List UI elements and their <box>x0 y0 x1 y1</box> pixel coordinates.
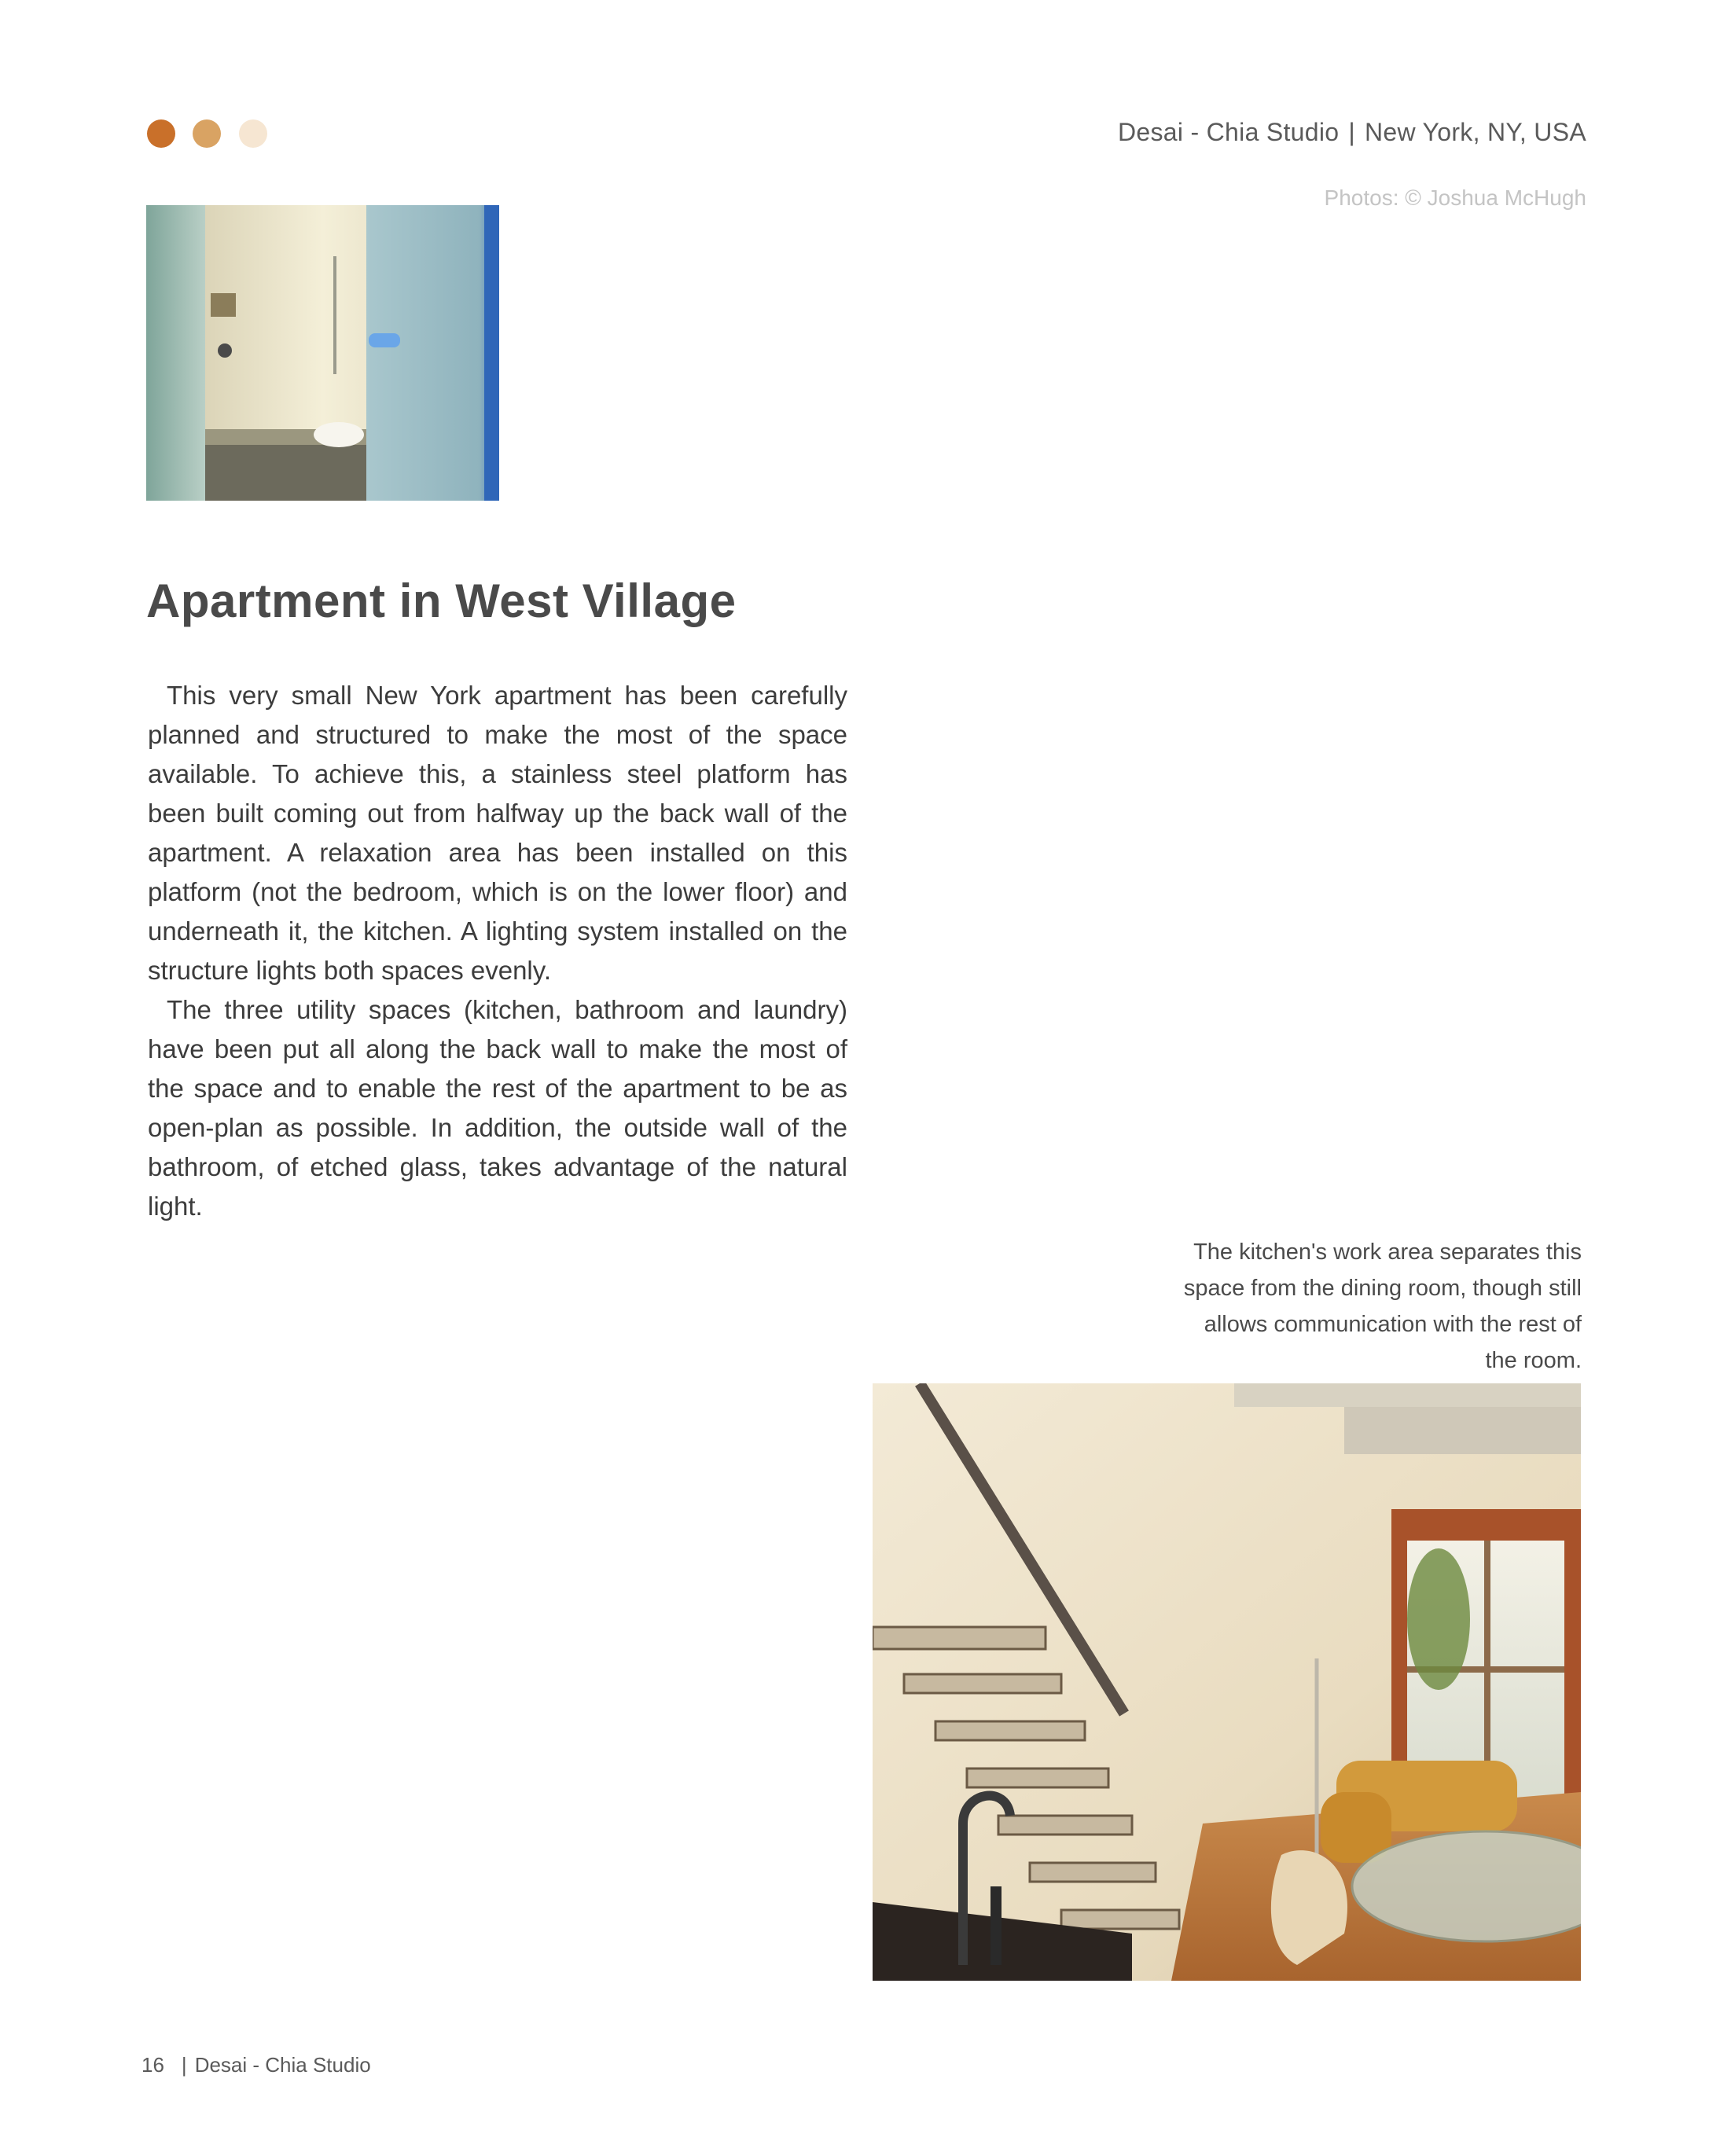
article-title: Apartment in West Village <box>146 575 737 627</box>
decorative-dot-1 <box>147 119 175 148</box>
header-studio-name: Desai - Chia Studio <box>1118 118 1340 146</box>
page-footer <box>141 2053 371 2077</box>
photo-credit: Photos: © Joshua McHugh <box>1324 185 1586 210</box>
decorative-dot-3 <box>239 119 267 148</box>
footer-studio-name: Desai - Chia Studio <box>194 2053 371 2077</box>
article-paragraph-1: This very small New York apartment has been carefully planned and structured to make the most of the space available. To achieve this, a stainless steel platform has been built coming out from halfway up the back wall of the apartment. A relaxation area has been installed on this platform (not the bedroom, which is on the lower floor) and underneath it, the kitchen. A lighting system installed on the structure lights both spaces evenly. <box>148 681 847 985</box>
header-studio-location <box>1118 118 1586 147</box>
page-number: 16 <box>141 2053 164 2077</box>
kitchen-photo <box>873 1383 1581 1981</box>
header-separator: | <box>1348 118 1356 146</box>
footer-separator: | <box>181 2053 187 2077</box>
photo-caption: The kitchen's work area separates this space from the dining room, though still allows communication with the rest of the room. <box>1183 1240 1582 1373</box>
header-location: New York, NY, USA <box>1365 118 1586 146</box>
article-body <box>148 676 847 1226</box>
article-paragraph-2: The three utility spaces (kitchen, bathroom and laundry) have been put all along the back wall to make the most of the space and to enable the rest of the apartment to be as open-plan as possible. In addition, the outside wall of the bathroom, of etched glass, takes advantage of the natural light. <box>148 995 847 1221</box>
bathroom-photo <box>146 205 499 501</box>
decorative-dot-2 <box>193 119 221 148</box>
